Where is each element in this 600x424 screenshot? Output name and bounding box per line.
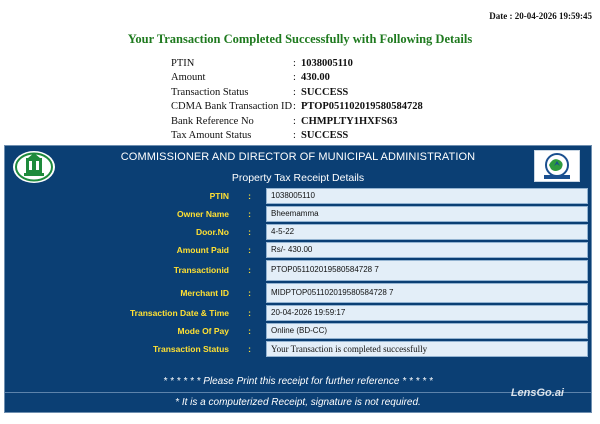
summary-label: Bank Reference No <box>171 115 254 127</box>
row-separator: : <box>248 344 251 355</box>
summary-label: Tax Amount Status <box>171 130 252 142</box>
row-separator: : <box>248 326 251 337</box>
row-value: Your Transaction is completed successfully <box>266 341 588 357</box>
separator: : <box>293 115 296 127</box>
row-value: Online (BD-CC) <box>266 323 588 339</box>
table-row <box>8 224 588 240</box>
row-value: Bheemamma <box>266 206 588 222</box>
receipt-panel <box>4 145 592 413</box>
row-separator: : <box>248 308 251 319</box>
separator: : <box>293 130 296 142</box>
table-row <box>8 206 588 222</box>
summary-row <box>171 100 423 114</box>
cdma-logo-icon <box>535 151 579 181</box>
summary-value: SUCCESS <box>301 86 349 98</box>
summary-row <box>171 71 423 85</box>
separator: : <box>293 86 296 98</box>
row-value: 1038005110 <box>266 188 588 204</box>
row-value: PTOP051102019580584728 7 <box>266 260 588 281</box>
receipt-details <box>8 188 588 359</box>
row-value: 20-04-2026 19:59:17 <box>266 305 588 321</box>
org-title: COMMISSIONER AND DIRECTOR OF MUNICIPAL ADMINISTRATION <box>120 151 476 163</box>
row-separator: : <box>248 245 251 256</box>
table-row <box>8 323 588 339</box>
summary-label: CDMA Bank Transaction ID <box>171 101 293 113</box>
separator: : <box>293 101 296 113</box>
cdma-logo <box>534 150 580 182</box>
summary-value: PTOP051102019580584728 <box>301 101 423 113</box>
row-label: Owner Name <box>177 209 229 220</box>
summary-row <box>171 86 423 100</box>
summary-value: 1038005110 <box>301 58 353 69</box>
table-row <box>8 188 588 204</box>
summary-value: CHMPLTY1HXFS63 <box>301 115 398 127</box>
row-separator: : <box>248 191 251 201</box>
table-row <box>8 260 588 281</box>
row-label: Transaction Status <box>152 344 229 355</box>
table-row <box>8 305 588 321</box>
summary-value: 430.00 <box>301 72 330 84</box>
row-value: 4-5-22 <box>266 224 588 240</box>
summary-label: PTIN <box>171 58 195 69</box>
separator: : <box>293 72 296 84</box>
success-heading: Your Transaction Completed Successfully with Following Details <box>127 32 473 46</box>
computerized-receipt-note: * It is a computerized Receipt, signature is not required. <box>175 397 421 408</box>
summary-row <box>171 129 423 143</box>
row-label: Merchant ID <box>180 287 229 298</box>
row-label: Amount Paid <box>176 245 229 256</box>
print-notice: * * * * * * Please Print this receipt for further reference * * * * * <box>163 376 433 387</box>
row-label: Door.No <box>195 227 229 238</box>
row-label: PTIN <box>209 191 229 201</box>
row-value: MIDPTOP051102019580584728 7 <box>266 283 588 304</box>
row-separator: : <box>248 227 251 238</box>
row-label: Transaction Date & Time <box>129 308 229 319</box>
transaction-summary <box>171 57 423 143</box>
row-separator: : <box>248 265 251 276</box>
row-label: Mode Of Pay <box>177 326 229 337</box>
summary-label: Transaction Status <box>171 86 249 98</box>
summary-label: Amount <box>171 72 206 84</box>
footer-divider <box>5 392 591 393</box>
row-separator: : <box>248 287 251 298</box>
table-row <box>8 341 588 357</box>
row-separator: : <box>248 209 251 220</box>
summary-row <box>171 115 423 129</box>
table-row <box>8 242 588 258</box>
summary-row <box>171 57 423 71</box>
row-label: Transactionid <box>173 265 229 276</box>
separator: : <box>293 58 296 69</box>
date-time: Date : 20-04-2026 19:59:45 <box>489 11 592 21</box>
table-row <box>8 283 588 304</box>
watermark: LensGo.ai <box>510 387 564 399</box>
row-value: Rs/- 430.00 <box>266 242 588 258</box>
summary-value: SUCCESS <box>301 130 349 142</box>
receipt-subtitle: Property Tax Receipt Details <box>231 172 365 184</box>
receipt-header <box>5 146 591 186</box>
